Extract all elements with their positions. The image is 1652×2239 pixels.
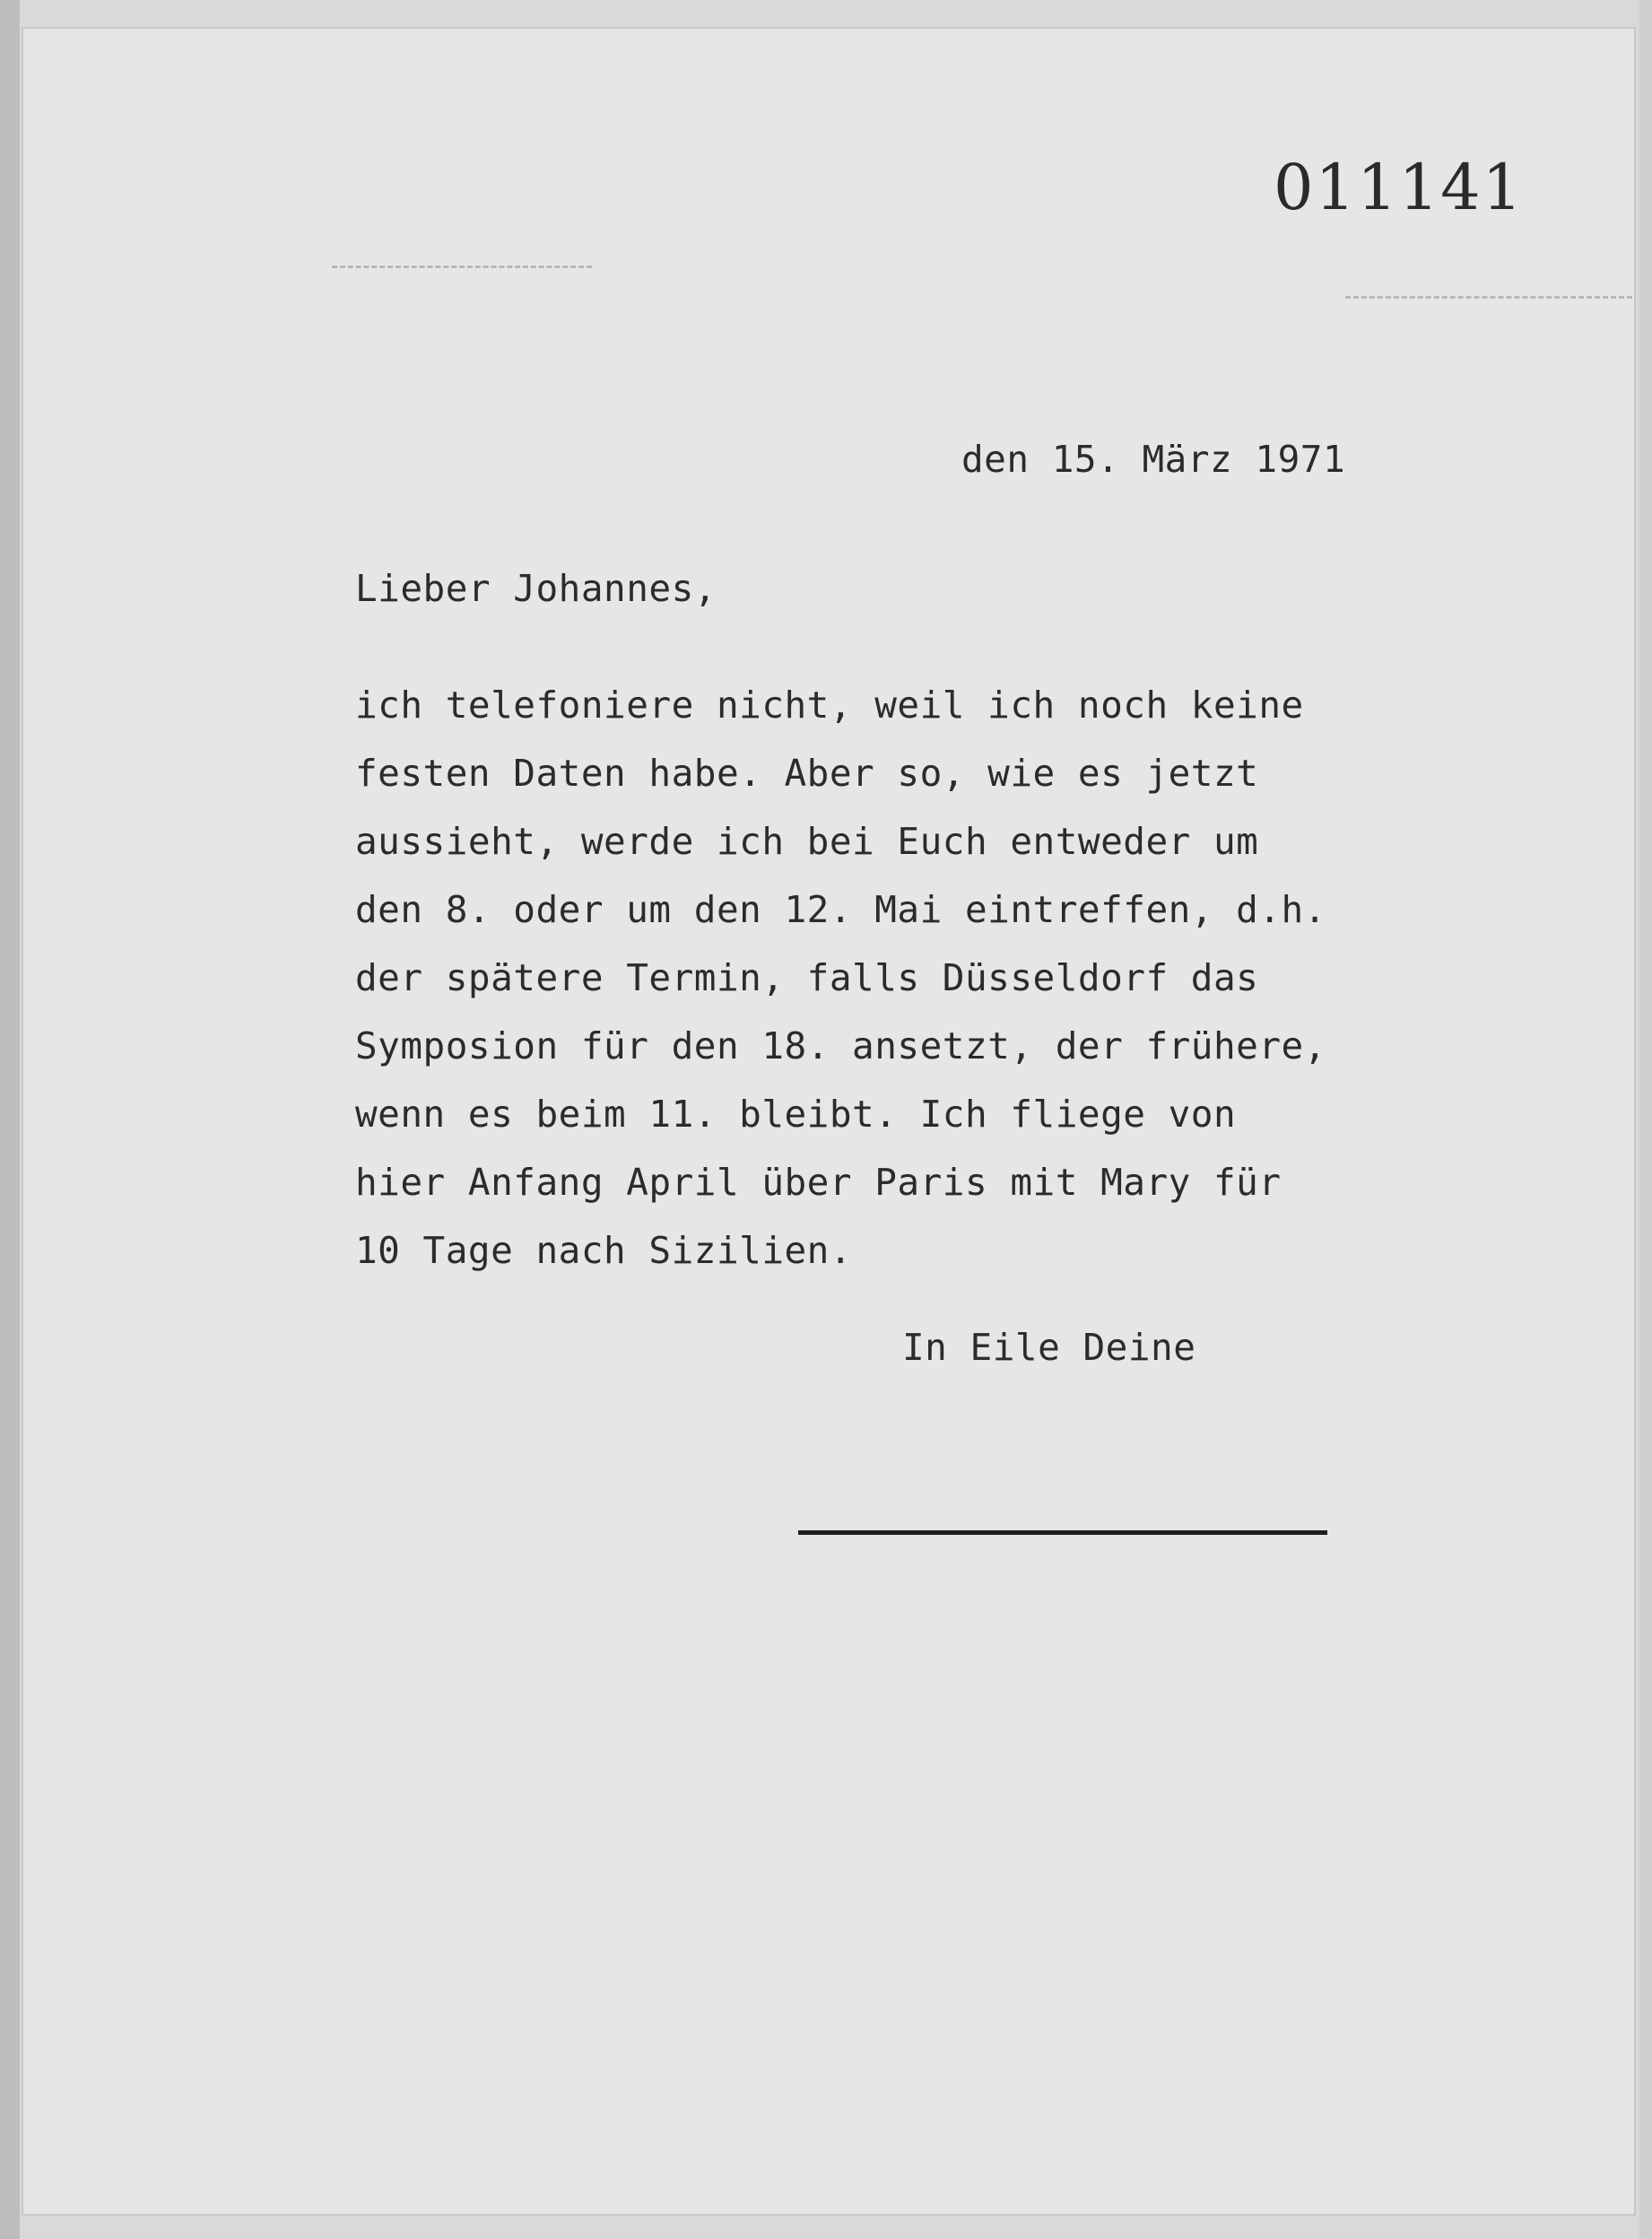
letter-closing: In Eile Deine xyxy=(902,1326,1196,1369)
scan-edge-left xyxy=(0,0,20,2239)
body-line: wenn es beim 11. bleibt. Ich fliege von xyxy=(355,1093,1237,1136)
letter-date: den 15. März 1971 xyxy=(961,438,1346,481)
body-line: der spätere Termin, falls Düsseldorf das xyxy=(355,956,1259,999)
signature-line xyxy=(798,1530,1327,1535)
body-line: hier Anfang April über Paris mit Mary für xyxy=(355,1161,1282,1204)
body-line: ich telefoniere nicht, weil ich noch keine xyxy=(355,684,1304,727)
body-line: den 8. oder um den 12. Mai eintreffen, d.h. xyxy=(355,888,1326,931)
document-number: 011141 xyxy=(1274,151,1525,224)
letter-salutation: Lieber Johannes, xyxy=(355,567,717,610)
body-line: aussieht, werde ich bei Euch entweder um xyxy=(355,820,1259,863)
faint-mark-right xyxy=(1345,296,1632,299)
body-line: 10 Tage nach Sizilien. xyxy=(355,1229,853,1272)
body-line: festen Daten habe. Aber so, wie es jetzt xyxy=(355,752,1259,795)
body-line: Symposion für den 18. ansetzt, der frühere, xyxy=(355,1024,1326,1067)
letter-body xyxy=(355,671,1326,1285)
scan-edge-right xyxy=(1639,0,1652,2239)
faint-mark-left xyxy=(332,266,592,268)
